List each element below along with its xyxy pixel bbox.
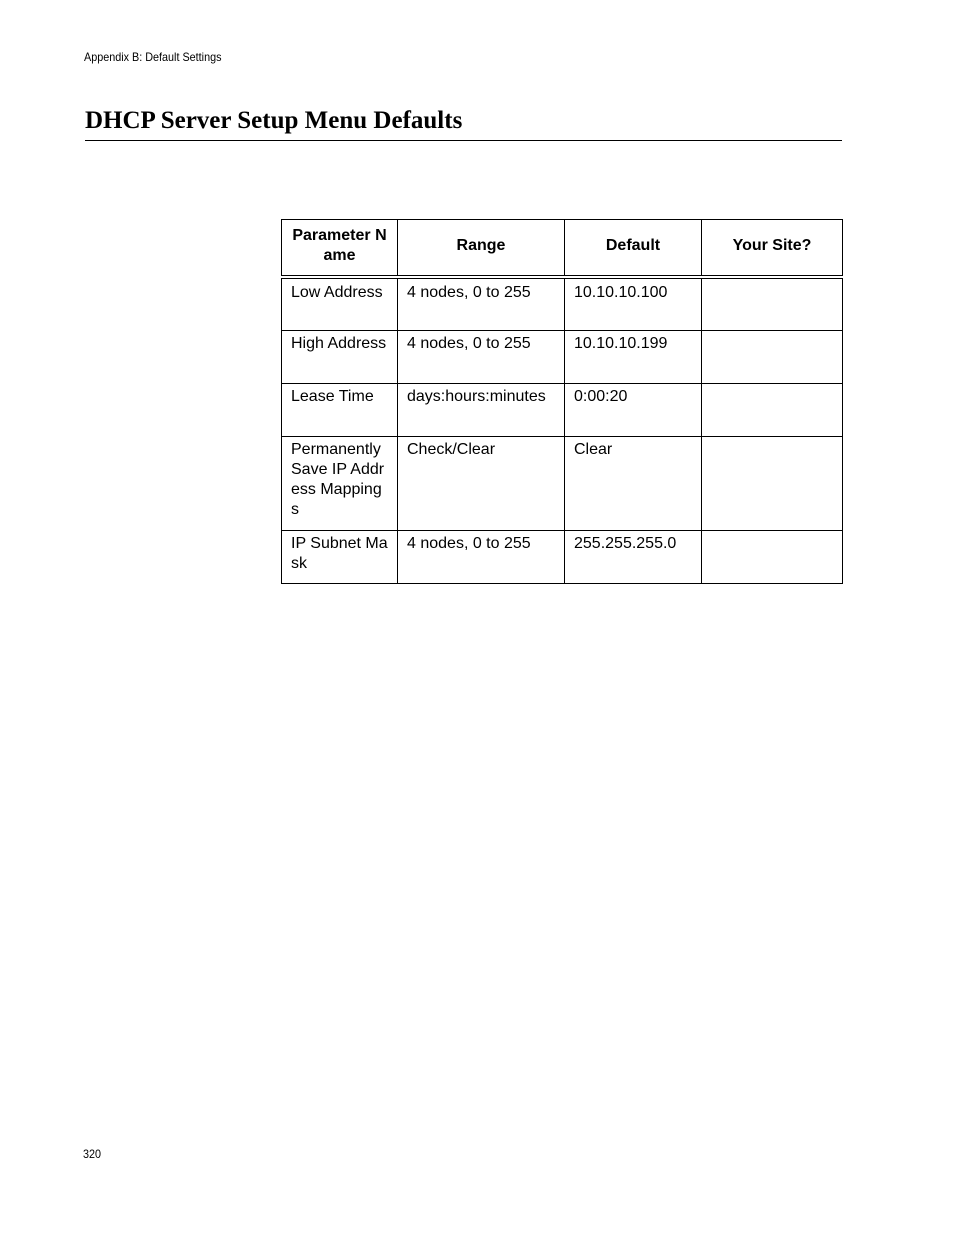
range-cell: Check/Clear bbox=[398, 437, 565, 531]
table-row bbox=[282, 437, 843, 531]
column-header-default: Default bbox=[565, 220, 702, 277]
table-header-row bbox=[282, 220, 843, 277]
your-site-cell bbox=[702, 384, 843, 437]
table-row bbox=[282, 384, 843, 437]
range-cell: 4 nodes, 0 to 255 bbox=[398, 531, 565, 584]
page-number: 320 bbox=[83, 1147, 102, 1161]
default-cell: 0:00:20 bbox=[565, 384, 702, 437]
parameter-name-cell: Permanently Save IP Address Mappings bbox=[282, 437, 398, 531]
parameter-name-cell: IP Subnet Mask bbox=[282, 531, 398, 584]
table-row bbox=[282, 277, 843, 331]
parameter-name-cell: Lease Time bbox=[282, 384, 398, 437]
table-row bbox=[282, 331, 843, 384]
default-cell: Clear bbox=[565, 437, 702, 531]
running-header: Appendix B: Default Settings bbox=[84, 50, 222, 64]
column-header-parameter-name: Parameter Name bbox=[282, 220, 398, 277]
your-site-cell bbox=[702, 277, 843, 331]
your-site-cell bbox=[702, 331, 843, 384]
column-header-range: Range bbox=[398, 220, 565, 277]
range-cell: days:hours:minutes bbox=[398, 384, 565, 437]
parameter-name-cell: High Address bbox=[282, 331, 398, 384]
table-row bbox=[282, 531, 843, 584]
your-site-cell bbox=[702, 531, 843, 584]
default-cell: 255.255.255.0 bbox=[565, 531, 702, 584]
range-cell: 4 nodes, 0 to 255 bbox=[398, 277, 565, 331]
dhcp-defaults-table bbox=[281, 219, 843, 584]
default-cell: 10.10.10.100 bbox=[565, 277, 702, 331]
parameter-name-cell: Low Address bbox=[282, 277, 398, 331]
range-cell: 4 nodes, 0 to 255 bbox=[398, 331, 565, 384]
column-header-your-site: Your Site? bbox=[702, 220, 843, 277]
default-cell: 10.10.10.199 bbox=[565, 331, 702, 384]
page-title: DHCP Server Setup Menu Defaults bbox=[85, 107, 463, 134]
your-site-cell bbox=[702, 437, 843, 531]
title-rule bbox=[85, 140, 842, 141]
